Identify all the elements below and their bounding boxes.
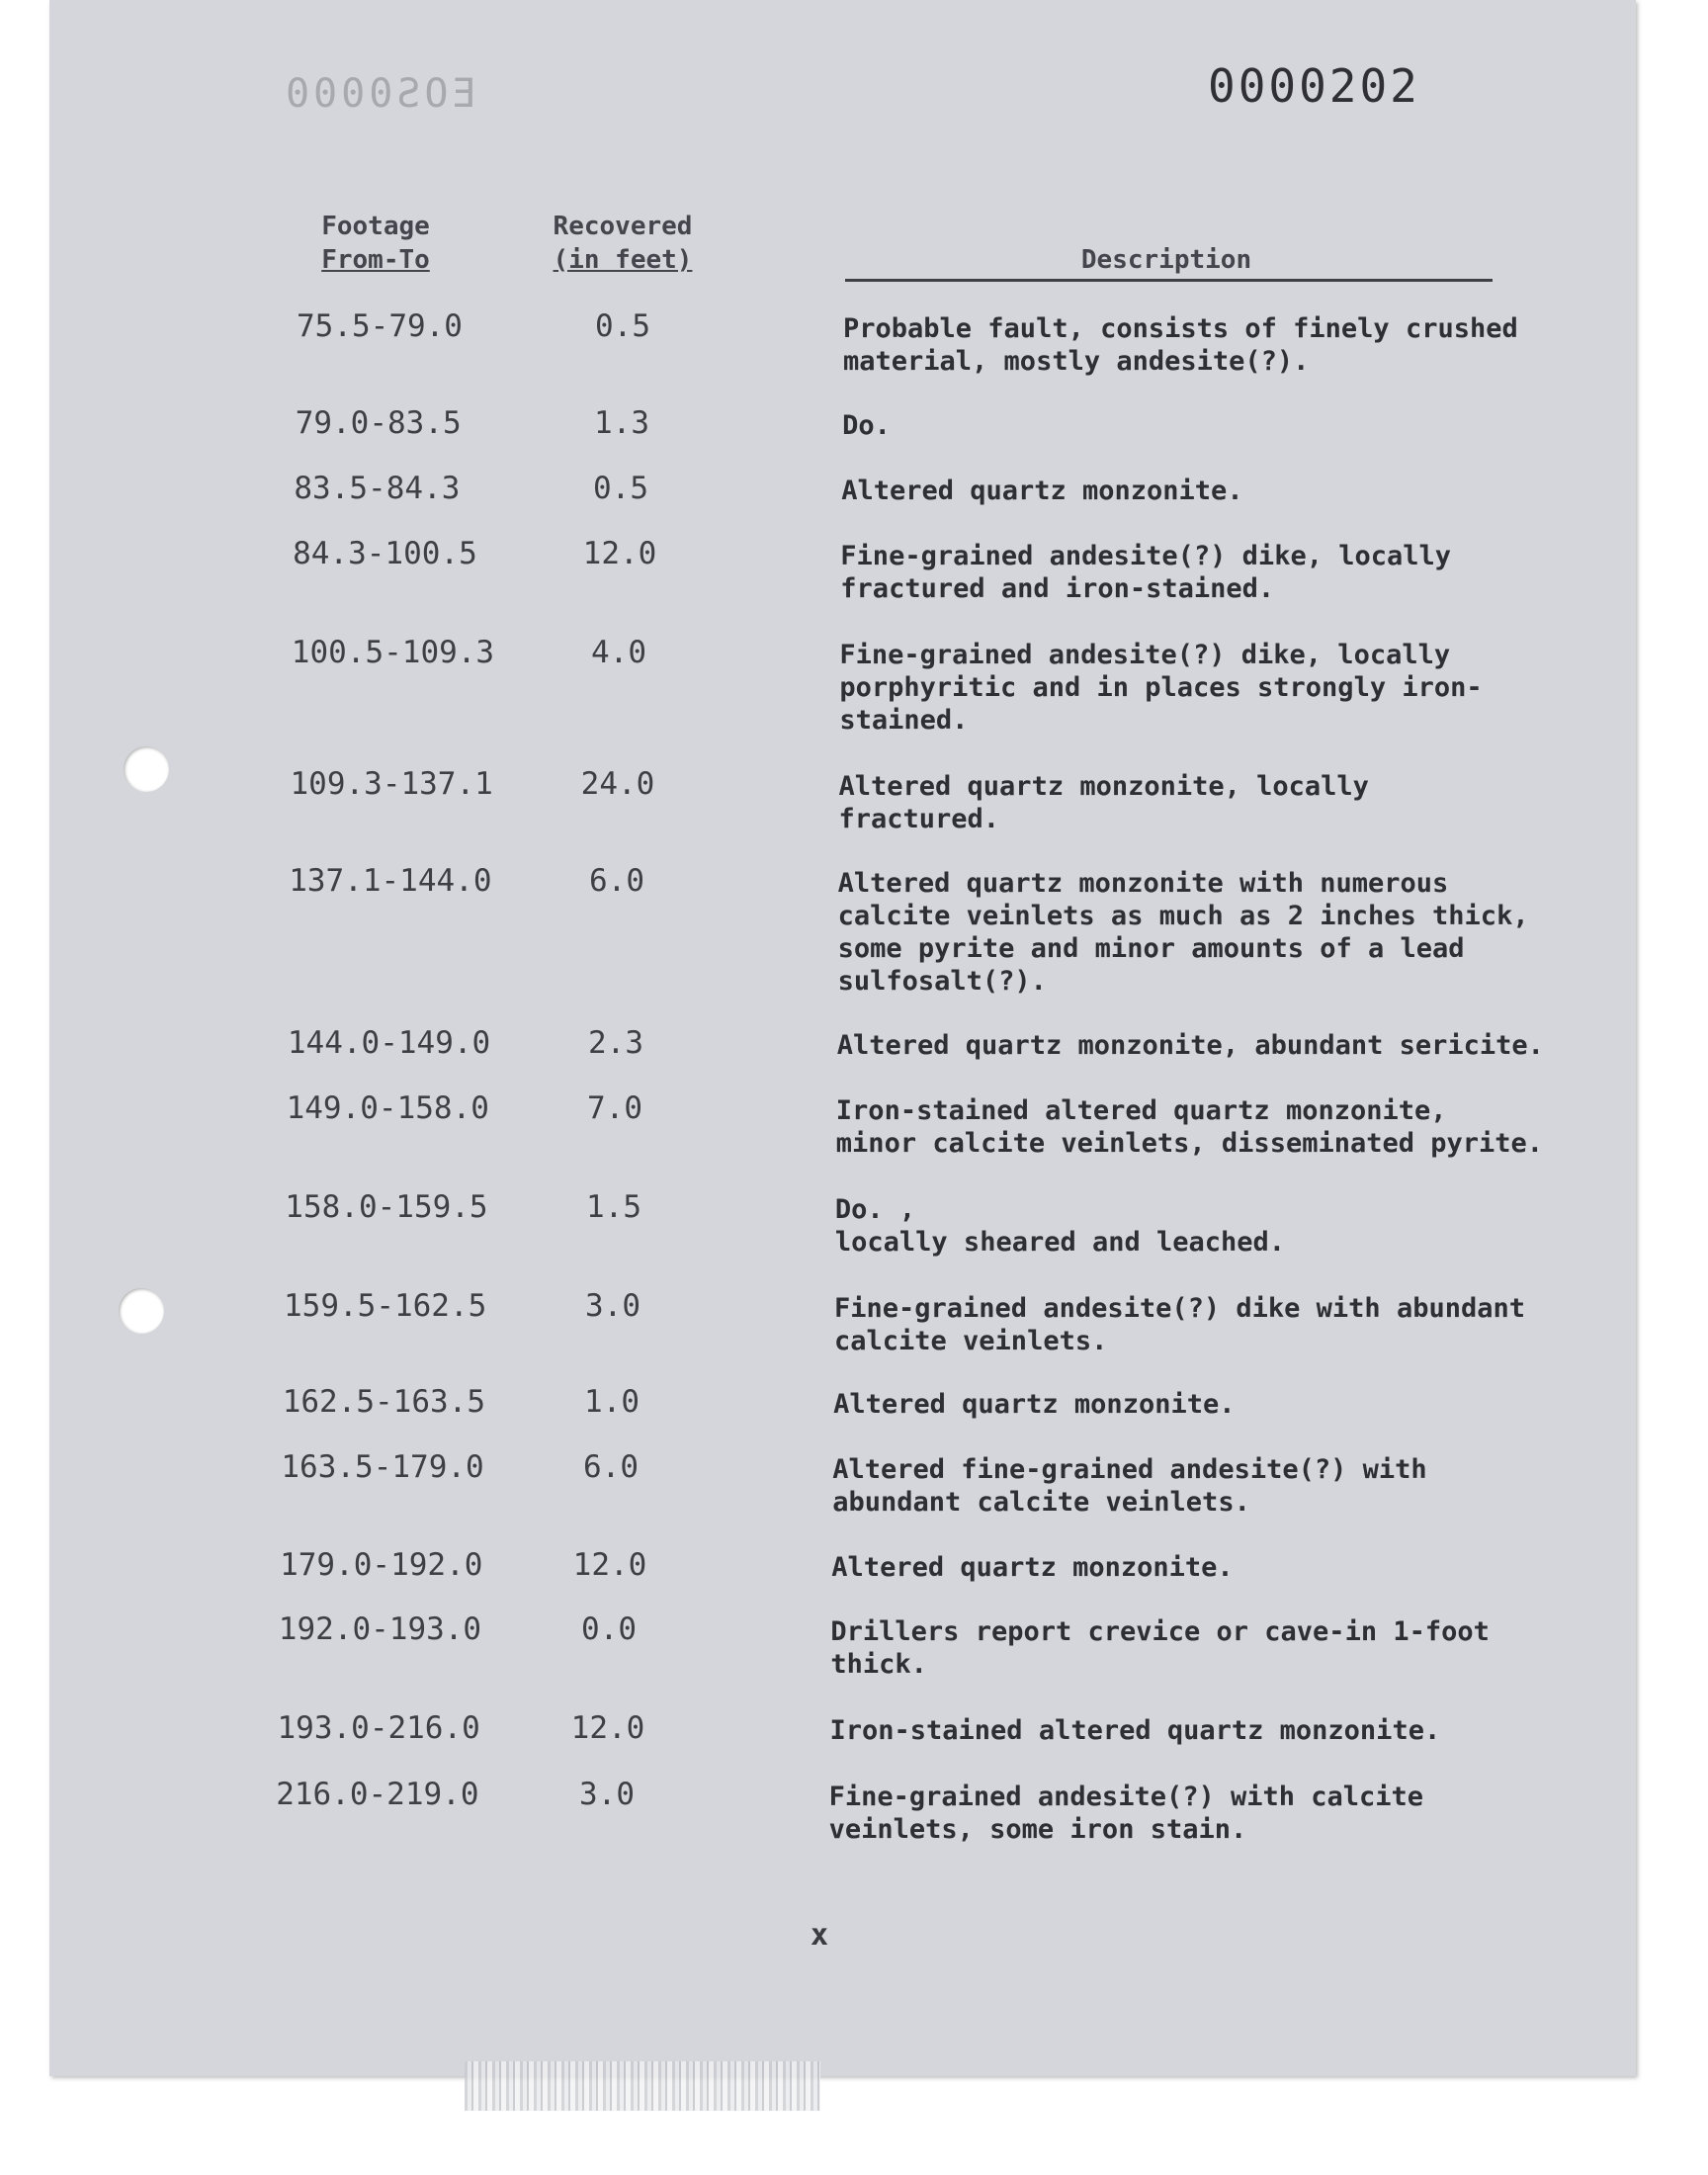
description-cell: Fine-grained andesite(?) with calcite veinlets, some iron stain. — [828, 1782, 1424, 1845]
description-cell: Do. — [842, 410, 891, 441]
recovered-cell: 1.5 — [586, 1189, 641, 1225]
punch-hole — [124, 746, 169, 792]
recovered-cell: 7.0 — [587, 1090, 642, 1126]
footage-header-line2: From-To — [321, 245, 430, 275]
recovered-cell: 6.0 — [583, 1449, 639, 1485]
recovered-cell: 2.3 — [588, 1025, 643, 1061]
description-cell: Altered quartz monzonite with numerous calcite veinlets as much as 2 inches thick, some pyrite and minor amounts of a lead sulfosalt(?). — [837, 868, 1529, 997]
footage-cell: 216.0-219.0 — [276, 1777, 479, 1812]
description-header: Description — [1080, 245, 1252, 275]
description-cell: Altered quartz monzonite, locally fractured. — [838, 771, 1369, 834]
recovered-header-line1: Recovered — [553, 212, 693, 241]
recovered-cell: 3.0 — [579, 1777, 635, 1812]
description-cell: Iron-stained altered quartz monzonite. — [829, 1715, 1441, 1746]
description-cell: Probable fault, consists of finely crushed material, mostly andesite(?). — [843, 313, 1518, 377]
recovered-cell: 6.0 — [589, 863, 644, 899]
footage-cell: 163.5-179.0 — [281, 1449, 484, 1485]
footage-cell: 100.5-109.3 — [291, 635, 495, 670]
recovered-cell: 1.3 — [594, 405, 649, 441]
footage-cell: 149.0-158.0 — [286, 1090, 489, 1126]
page-footer-mark: x — [811, 1918, 829, 1953]
description-cell: Do. , locally sheared and leached. — [834, 1194, 1286, 1258]
footage-cell: 84.3-100.5 — [293, 536, 477, 571]
recovered-cell: 12.0 — [570, 1710, 645, 1746]
footage-cell: 193.0-216.0 — [277, 1710, 480, 1746]
description-cell: Iron-stained altered quartz monzonite, minor calcite veinlets, disseminated pyrite. — [835, 1095, 1544, 1159]
description-cell: Altered fine-grained andesite(?) with abundant calcite veinlets. — [832, 1454, 1427, 1518]
footage-cell: 109.3-137.1 — [290, 766, 493, 802]
recovered-cell: 24.0 — [580, 766, 655, 802]
description-cell: Altered quartz monzonite. — [831, 1552, 1234, 1583]
recovered-cell: 0.5 — [593, 471, 648, 506]
footage-cell: 159.5-162.5 — [284, 1288, 487, 1324]
recovered-cell: 0.0 — [581, 1611, 637, 1647]
recovered-cell: 4.0 — [591, 635, 646, 670]
description-cell: Drillers report crevice or cave-in 1-foot thick. — [830, 1616, 1490, 1680]
scan-artifact — [465, 2061, 820, 2111]
description-cell: Fine-grained andesite(?) dike, locally porphyritic and in places strongly iron- stained. — [839, 640, 1483, 736]
footage-cell: 83.5-84.3 — [294, 471, 461, 506]
faint-stamp-number: EOS0000 — [282, 71, 476, 117]
footage-cell: 137.1-144.0 — [289, 863, 492, 899]
recovered-cell: 12.0 — [572, 1547, 647, 1583]
footage-cell: 179.0-192.0 — [280, 1547, 483, 1583]
description-cell: Fine-grained andesite(?) dike, locally fractured and iron-stained. — [840, 541, 1452, 604]
recovered-header — [524, 210, 722, 277]
punch-hole — [119, 1288, 164, 1334]
recovered-cell: 1.0 — [584, 1384, 640, 1420]
footage-header-line1: Footage — [321, 212, 430, 241]
description-cell: Altered quartz monzonite. — [833, 1389, 1236, 1420]
recovered-cell: 0.5 — [595, 308, 650, 344]
recovered-cell: 12.0 — [582, 536, 657, 571]
footage-cell: 162.5-163.5 — [282, 1384, 485, 1420]
description-cell: Fine-grained andesite(?) dike with abundant calcite veinlets. — [834, 1293, 1525, 1356]
footage-header — [287, 210, 465, 277]
recovered-cell: 3.0 — [585, 1288, 640, 1324]
document-number: 0000202 — [1208, 59, 1420, 113]
description-cell: Altered quartz monzonite, abundant sericite. — [836, 1030, 1544, 1061]
description-cell: Altered quartz monzonite. — [841, 476, 1243, 506]
footage-cell: 192.0-193.0 — [278, 1611, 482, 1647]
footage-cell: 75.5-79.0 — [297, 308, 463, 344]
footage-cell: 144.0-149.0 — [287, 1025, 491, 1061]
footage-cell: 79.0-83.5 — [295, 405, 462, 441]
recovered-header-line2: (in feet) — [553, 245, 693, 275]
description-header-rule — [845, 279, 1493, 282]
footage-cell: 158.0-159.5 — [285, 1189, 488, 1225]
